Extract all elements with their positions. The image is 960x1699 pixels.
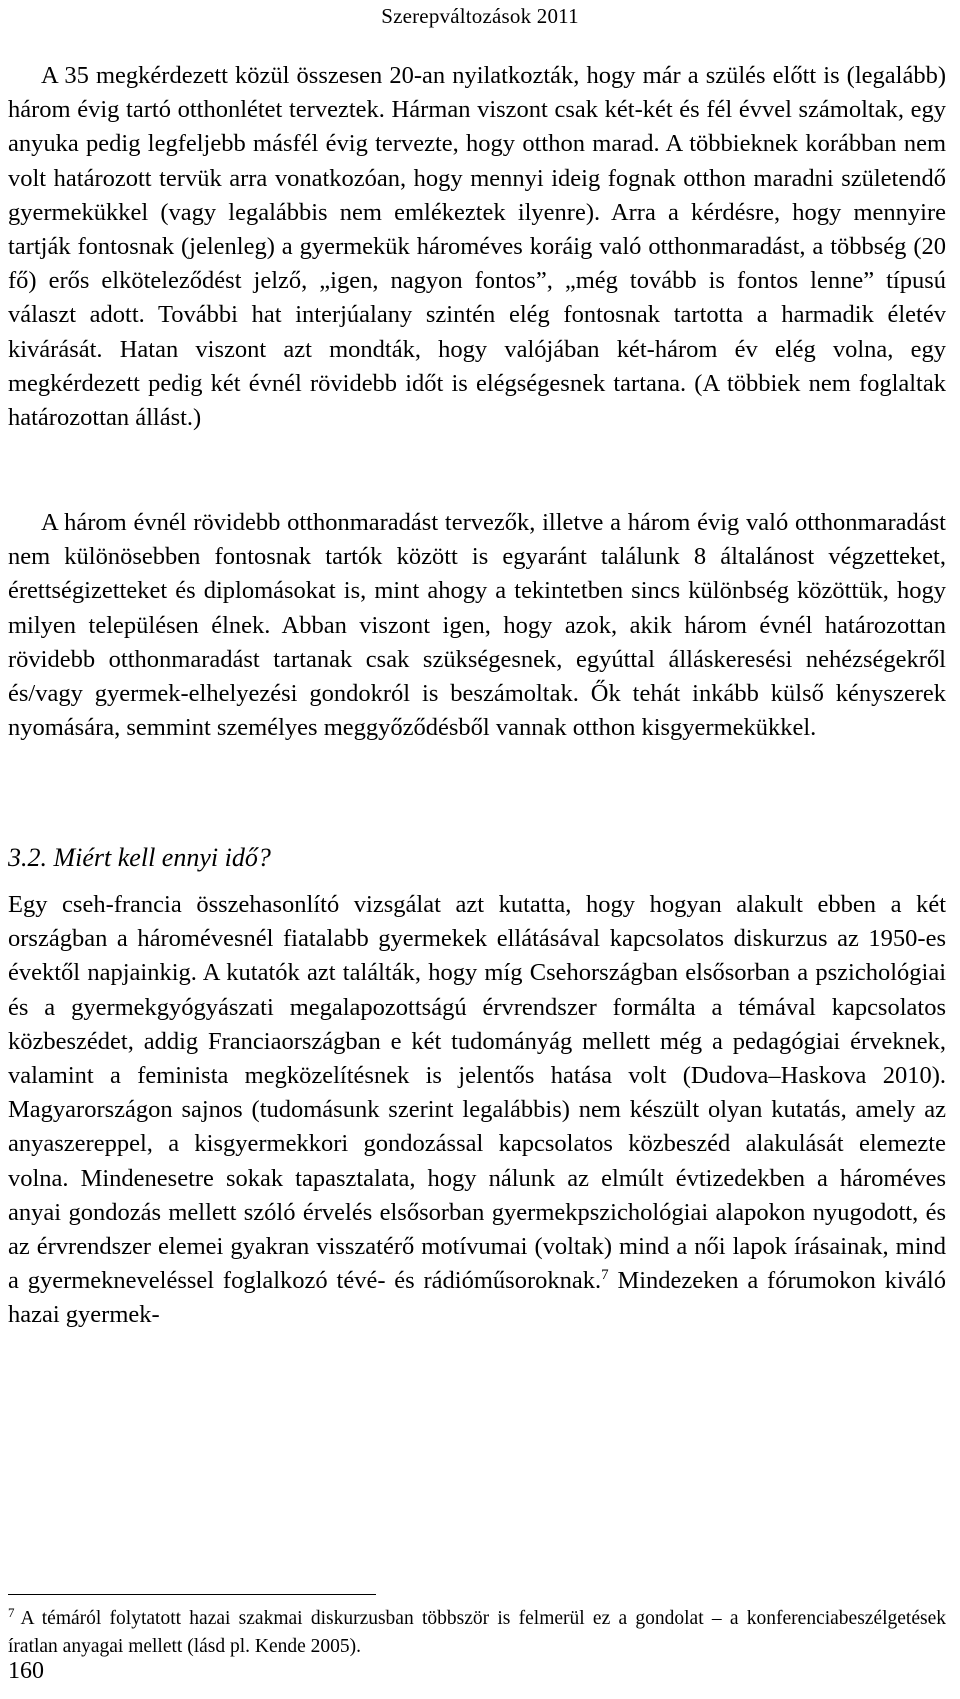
body-block-1 (8, 59, 946, 435)
footnote-text: A témáról folytatott hazai szakmai diskurzusban többször is felmerül ez a gondolat – a konferenciabeszélgetések íratlan anyagai mellett (lásd pl. Kende 2005). (8, 1608, 946, 1657)
running-header: Szerepváltozások 2011 (381, 4, 579, 28)
page-number: 160 (8, 1658, 44, 1684)
paragraph: A három évnél rövidebb otthonmaradást tervezők, illetve a három évig való otthonmaradást nem különösebben fontosnak tartók között is egyaránt találunk 8 általánost végzetteket, érettségizetteket és diplomásokat is, mint ahogy a tekintetben sincs különbség közöttük, hogy milyen településen élnek. Abban viszont igen, hogy azok, akik három évnél határozottan rövidebb otthonmaradást tartanak csak szükségesnek, egyúttal álláskeresési nehézségekről és/vagy gyermek-elhelyezési gondokról is beszámoltak. Ők tehát inkább külső kényszerek nyomására, semmint személyes meggyőződésből vannak otthon kisgyermekükkel. (8, 509, 946, 742)
footnote (8, 1605, 946, 1660)
paragraph-text: Egy cseh-francia összehasonlító vizsgálat azt kutatta, hogy hogyan alakult ebben a két országban a háromévesnél fiatalabb gyermekek ellátásával kapcsolatos diskurzus az 1950-es évektől napjainkig. A kutatók azt találták, hogy míg Csehországban elsősorban a pszichológiai és a gyermekgyógyászati megalapozottságú érvrendszer formálta a témával kapcsolatos közbeszédet, addig Franciaországban e két tudományág mellett még a pedagógiai érveknek, valamint a feminista megközelítésnek is jelentős hatása volt (Dudova–Haskova 2010). Magyarországon sajnos (tudomásunk szerint legalábbis) nem készült olyan kutatás, amely az anyaszereppel, a kisgyermekkori gondozással kapcsolatos közbeszéd alakulását elemezte volna. Mindenesetre sokak tapasztalata, hogy nálunk az elmúlt évtizedekben a hároméves anyai gondozás mellett szóló érvelés elsősorban gyermekpszichológiai alapokon nyugodott, és az érvrendszer elemei gyakran visszatérő motívumai (voltak) mind a női lapok írásainak, mind a gyermekneveléssel foglalkozó tévé- és rádióműsoroknak. (8, 891, 946, 1295)
section-heading: 3.2. Miért kell ennyi idő? (8, 843, 271, 872)
body-block-3 (8, 888, 946, 1333)
paragraph (8, 888, 946, 1333)
footnote-divider (8, 1594, 376, 1595)
body-block-2 (8, 506, 946, 745)
paragraph-text-continued: Mindezeken a fórumokon kiváló hazai gyermek- (8, 1267, 946, 1329)
footnote-marker: 7 (8, 1604, 15, 1620)
paragraph: A 35 megkérdezett közül összesen 20-an nyilatkozták, hogy már a szülés előtt is (legalább) három évig tartó otthonlétet terveztek. Hárman viszont csak két-két és fél évvel számoltak, egy anyuka pedig legfeljebb másfél évig tervezte, hogy otthon marad. A többieknek korábban nem volt határozott tervük arra vonatkozóan, hogy mennyi ideig fognak otthon maradni születendő gyermekükkel (vagy legalábbis nem emlékeztek ilyenre). Arra a kérdésre, hogy mennyire tartják fontosnak (jelenleg) a gyermekük hároméves koráig való otthonmaradást, a többség (20 fő) erős elköteleződést jelző, „igen, nagyon fontos”, „még tovább is fontos lenne” típusú választ adott. További hat interjúalany szintén elég fontosnak tartotta a harmadik életév kivárását. Hatan viszont azt mondták, hogy valójában két-három év elég volna, egy megkérdezett pedig két évnél rövidebb időt is elégségesnek tartana. (A többiek nem foglaltak határozottan állást.) (8, 62, 946, 432)
footnote-reference[interactable]: 7 (601, 1267, 609, 1284)
